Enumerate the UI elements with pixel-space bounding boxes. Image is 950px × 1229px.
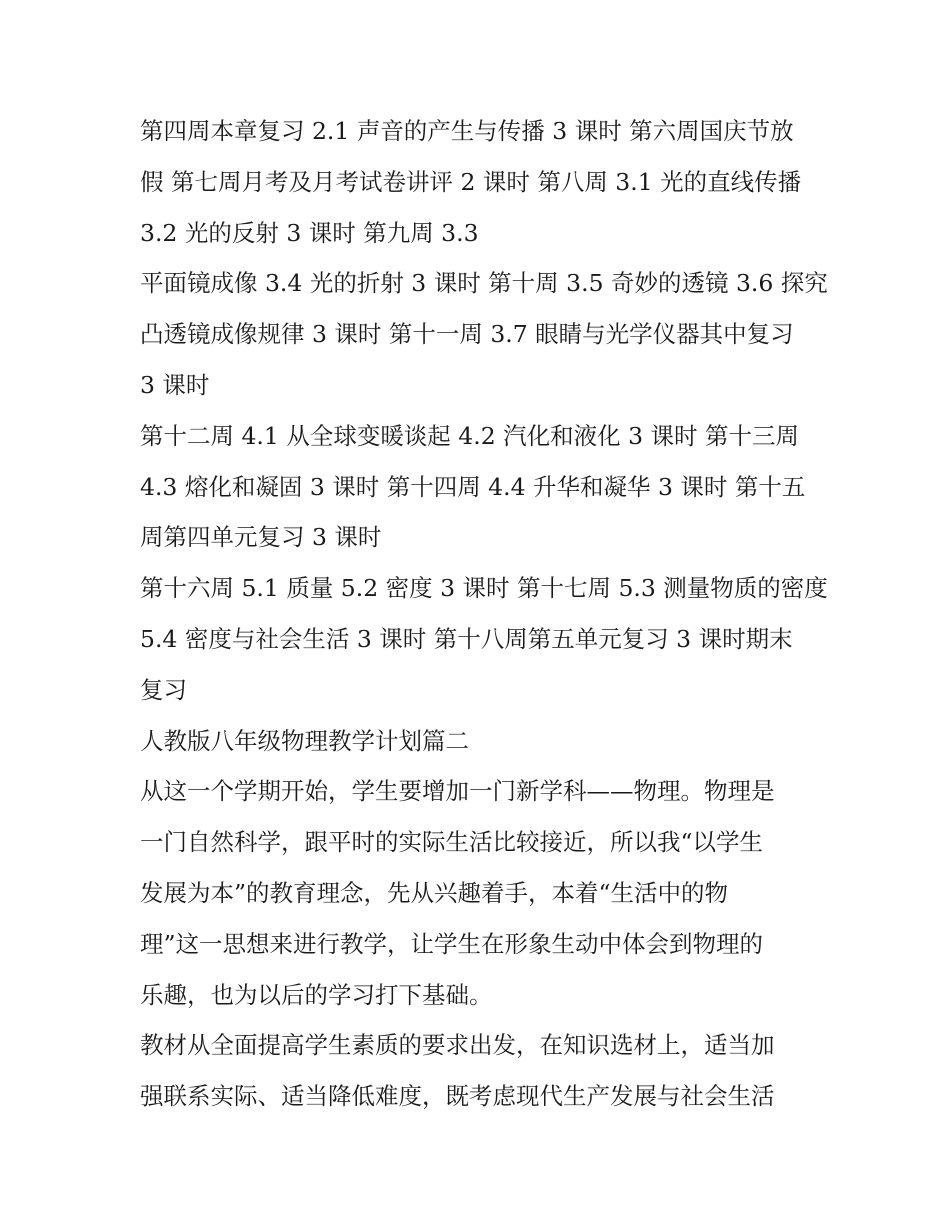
document-body: [140, 106, 828, 1122]
text-line-5: 凸透镜成像规律 3 课时 第十一周 3.7 眼睛与光学仪器其中复习: [140, 320, 794, 349]
text-line-4: 平面镜成像 3.4 光的折射 3 课时 第十周 3.5 奇妙的透镜 3.6 探究: [140, 269, 828, 298]
text-line-18: 乐趣，也为以后的学习打下基础。: [140, 980, 493, 1009]
text-line-12: 复习: [140, 675, 187, 704]
text-line-15: 一门自然科学，跟平时的实际生活比较接近，所以我“以学生: [140, 828, 764, 857]
text-line-1: 第四周本章复习 2.1 声音的产生与传播 3 课时 第六周国庆节放: [140, 117, 794, 145]
text-line-19: 教材从全面提高学生素质的要求出发，在知识选材上，适当加: [140, 1031, 775, 1060]
text-line-2: 假 第七周月考及月考试卷讲评 2 课时 第八周 3.1 光的直线传播: [140, 167, 802, 196]
text-line-16: 发展为本”的教育理念，先从兴趣着手，本着“生活中的物: [140, 878, 729, 907]
text-line-3: 3.2 光的反射 3 课时 第九周 3.3: [140, 218, 479, 247]
text-line-9: 周第四单元复习 3 课时: [140, 523, 382, 552]
text-line-8: 4.3 熔化和凝固 3 课时 第十四周 4.4 升华和凝华 3 课时 第十五: [140, 472, 806, 501]
text-line-14: 从这一个学期开始，学生要增加一门新学科——物理。物理是: [140, 777, 775, 806]
text-line-6: 3 课时: [140, 370, 210, 399]
text-line-10: 第十六周 5.1 质量 5.2 密度 3 课时 第十七周 5.3 测量物质的密度: [140, 574, 828, 603]
text-line-11: 5.4 密度与社会生活 3 课时 第十八周第五单元复习 3 课时期末: [140, 624, 793, 653]
text-line-20: 强联系实际、适当降低难度，既考虑现代生产发展与社会生活: [140, 1082, 775, 1111]
section-heading: 人教版八年级物理教学计划篇二: [140, 726, 469, 755]
text-line-17: 理”这一思想来进行教学，让学生在形象生动中体会到物理的: [140, 929, 764, 958]
text-line-7: 第十二周 4.1 从全球变暖谈起 4.2 汽化和液化 3 课时 第十三周: [140, 421, 799, 450]
